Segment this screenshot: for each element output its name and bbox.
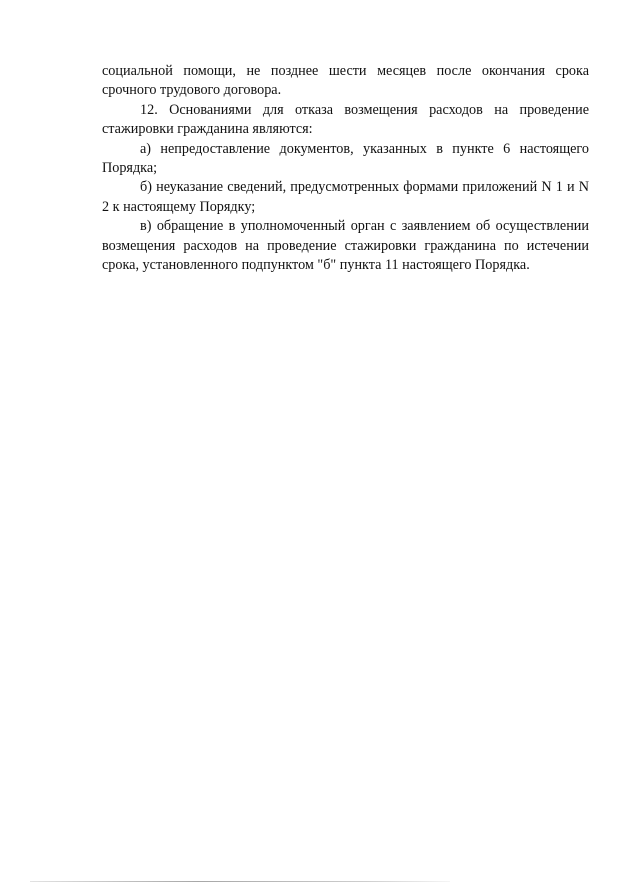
scan-edge-line xyxy=(30,881,450,882)
document-body xyxy=(102,62,589,275)
paragraph-item-b: б) неуказание сведений, предусмотренных формами приложений N 1 и N 2 к настоящему Порядку; xyxy=(102,179,589,215)
paragraph-continuation: социальной помощи, не позднее шести месяцев после окончания срока срочного трудового договора. xyxy=(102,63,589,99)
paragraph-item-v: в) обращение в уполномоченный орган с заявлением об осуществлении возмещения расходов на проведение стажировки гражданина по истечении срока, установленного подпунктом "б" пункта 11 настоящего Порядка. xyxy=(102,218,589,274)
paragraph-item-a: а) непредоставление документов, указанных в пункте 6 настоящего Порядка; xyxy=(102,140,589,177)
paragraph-clause-12: 12. Основаниями для отказа возмещения расходов на проведение стажировки гражданина являются: xyxy=(102,101,589,138)
